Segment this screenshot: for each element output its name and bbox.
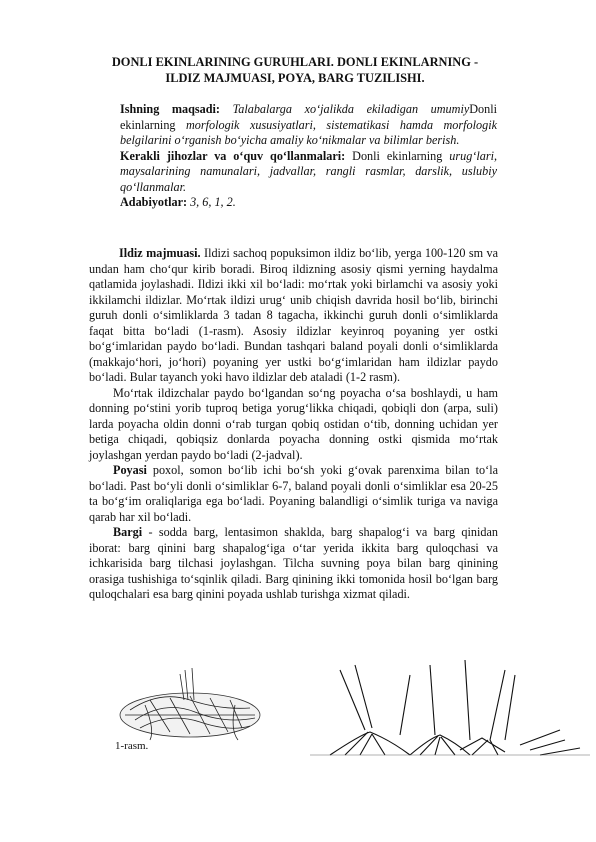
figure-caption: 1-rasm. [115,740,149,752]
references-label: Adabiyotlar: [120,195,188,209]
equipment-label: Kerakli jihozlar va o‘quv qo‘llanmalari: [120,148,346,163]
document-body [89,246,498,603]
purpose-label: Ishning maqsadi: [120,102,220,116]
paragraph-stem [89,463,498,525]
root-illustration [110,660,590,760]
purpose-italic-2: morfologik xususiyatlari, sistematikasi hamda morfologik belgilarini o‘rganish bo‘yicha amaliy ko‘nikmalar va bilimlar berish. [120,117,497,147]
equipment-line [120,149,497,196]
root-system-heading: Ildiz majmuasi. [119,246,201,260]
lesson-meta [120,102,497,211]
sprouting-text: Mo‘rtak ildizchalar paydo bo‘lgandan so‘ng poyacha o‘sa boshlaydi, u ham donning po‘stini yorib tuproq betiga yorug‘likka chiqadi, qobiqli don (arpa, suli) larda poyacha oldin donni o‘rab turgan qobiq ostidan o‘tib, donning uchidan yer betiga chiqadi, qobiqsiz donlarda poyacha donning ostki qismida mo‘rtak joylashgan yerdan paydo bo‘ladi (2-jadval). [89,385,498,462]
root-system-text: Ildizi sachoq popuksimon ildiz bo‘lib, yerga 100-120 sm va undan ham cho‘qur kirib boradi. Biroq ildizning asosiy qismi yerning haydalma qatlamida joylashadi. Ildizi ikki xil bo‘ladi: mo‘rtak yoki birlamchi va asosiy yoki ikkilamchi ildizlar. Mo‘rtak ildizi urug‘ unib chiqish davrida hosil bo‘lib, birinchi guruh donli o‘simliklarda 3 tadan 8 tagacha, ikkinchi guruh donli o‘simliklarda faqat bitta bo‘ladi (1-rasm). Asosiy ildizlar keyinroq poyaning yer ostki bo‘g‘imlaridan paydo bo‘ladi. Bundan tashqari baland poyali donli o‘simliklarda (makkajo‘hori, jo‘hori) poyaning yer ustki bo‘g‘imlaridan ham ildizlar paydo bo‘ladi. Bular tayanch yoki havo ildizlar deb ataladi (1-2 rasm). [89,246,499,384]
stem-heading: Poyasi [113,463,147,477]
seedling-root-drawing [310,660,590,755]
leaf-heading: Bargi [113,525,143,539]
purpose-plain: Donli ekinlarning [120,102,498,132]
equipment-italic: urug‘lari, maysalarining namunalari, jadvallar, rangli rasmlar, darslik, uslubiy qo‘llanmalar. [120,148,498,194]
equipment-plain: Donli ekinlarning [352,148,443,163]
purpose-line [120,102,497,149]
leaf-text: - sodda barg, lentasimon shaklda, barg shapalog‘i va barg qinidan iborat: barg qinini barg shapalog‘iga o‘tar yerida ikkita barg quloqchasi va ichkarisida barg tilchasi joylashgan. Tilcha suvning poya bilan barg qinining orasiga tushishiga to‘sqinlik qiladi. Barg qinining ikki tomonida hosil bo‘lgan barg quloqchalari esa barg qinini poyada ushlab turishga xizmat qiladi. [89,525,498,601]
stem-text: poxol, somon bo‘lib ichi bo‘sh yoki g‘ovak parenxima bilan to‘la bo‘ladi. Past bo‘yli donli o‘simliklar 6-7, baland poyali donli o‘simliklar esa 20-25 ta bo‘g‘im oraliqlariga ega bo‘ladi. Poyaning balandligi o‘simlik turiga va naviga qarab har xil bo‘ladi. [89,463,499,524]
paragraph-root-system [89,246,498,386]
references-value: 3, 6, 1, 2. [190,195,236,209]
references-line [120,195,497,211]
fibrous-root-drawing [120,668,260,740]
paragraph-sprouting [89,386,498,464]
purpose-italic: Talabalarga xo‘jalikda ekiladigan umumiy [232,102,470,116]
page-title: DONLI EKINLARINING GURUHLARI. DONLI EKINLARNING -ILDIZ MAJMUASI, POYA, BARG TUZILISHI. [111,55,479,85]
paragraph-leaf [89,525,498,603]
